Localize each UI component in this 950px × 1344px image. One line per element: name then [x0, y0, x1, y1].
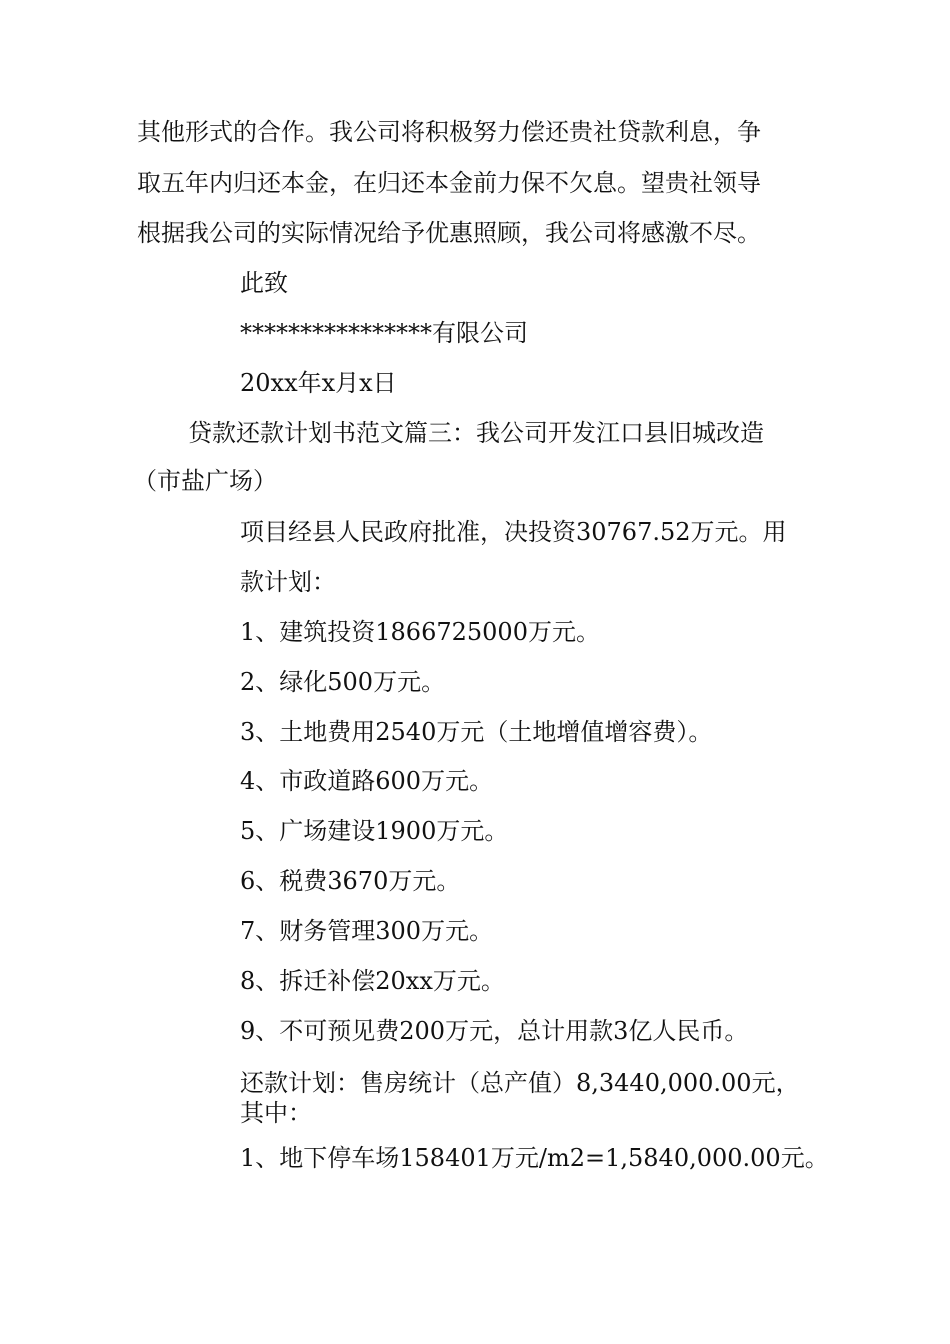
usage-item-7: 7、财务管理300万元。	[240, 917, 494, 945]
closing-salutation: 此致	[240, 269, 288, 297]
usage-item-6: 6、税费3670万元。	[240, 867, 461, 895]
repayment-item-1: 1、地下停车场158401万元/m2=1,5840,000.00元。	[240, 1144, 829, 1172]
usage-item-2: 2、绿化500万元。	[240, 668, 446, 696]
section-title-line-2: （市盐广场）	[133, 467, 277, 495]
usage-item-8: 8、拆迁补偿20xx万元。	[240, 967, 505, 995]
approval-line-2: 款计划：	[240, 568, 336, 596]
usage-item-5: 5、广场建设1900万元。	[240, 817, 509, 845]
usage-item-1: 1、建筑投资1866725000万元。	[240, 618, 600, 646]
approval-line-1: 项目经县人民政府批准，决投资30767.52万元。用	[240, 518, 787, 546]
repayment-line-2: 其中：	[240, 1099, 312, 1127]
company-name: ****************有限公司	[240, 319, 528, 347]
section-title-line-1: 贷款还款计划书范文篇三：我公司开发江口县旧城改造	[188, 419, 764, 447]
usage-item-4: 4、市政道路600万元。	[240, 767, 494, 795]
paragraph-line-3: 根据我公司的实际情况给予优惠照顾，我公司将感激不尽。	[137, 219, 761, 247]
paragraph-line-2: 取五年内归还本金，在归还本金前力保不欠息。望贵社领导	[137, 169, 761, 197]
letter-date: 20xx年x月x日	[240, 369, 397, 397]
repayment-line-1: 还款计划：售房统计（总产值）8,3440,000.00元，	[240, 1069, 800, 1097]
usage-item-9: 9、不可预见费200万元，总计用款3亿人民币。	[240, 1017, 749, 1045]
paragraph-line-1: 其他形式的合作。我公司将积极努力偿还贵社贷款利息，争	[137, 118, 761, 146]
usage-item-3: 3、土地费用2540万元（土地增值增容费）。	[240, 718, 713, 746]
